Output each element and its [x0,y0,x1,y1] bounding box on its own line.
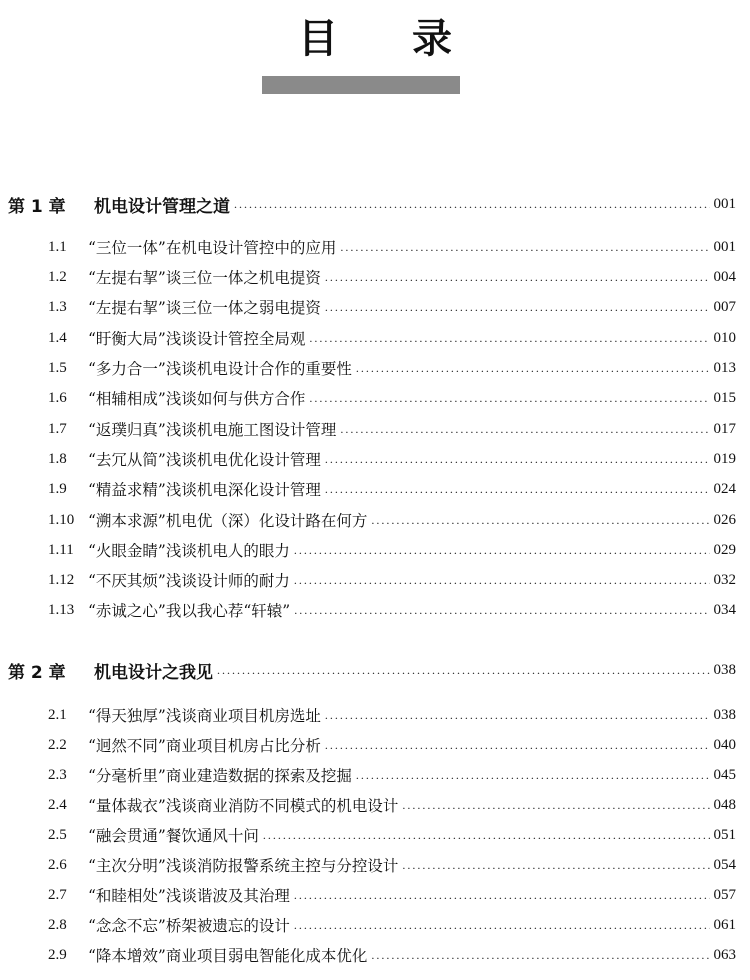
section-number: 2.3 [48,766,67,783]
dot-leader [294,888,710,903]
toc-section-1-3[interactable] [48,292,736,322]
section-number: 2.1 [48,706,67,723]
toc-section-2-9[interactable] [48,940,736,970]
section-title: “念念不忘”桥架被遗忘的设计 [88,917,290,935]
toc-chapter-1[interactable] [8,189,736,219]
page-title: 目 录 [298,16,482,62]
toc-section-1-13[interactable] [48,595,736,625]
page-number: 045 [713,766,736,783]
toc-section-2-6[interactable] [48,850,736,880]
toc-section-1-12[interactable] [48,565,736,595]
toc-section-1-7[interactable] [48,414,736,444]
section-title: “盱衡大局”浅谈设计管控全局观 [88,330,306,348]
section-title: “主次分明”浅谈消防报警系统主控与分控设计 [88,857,399,875]
section-title: “三位一体”在机电设计管控中的应用 [88,239,337,257]
section-title: “溯本求源”机电优（深）化设计路在何方 [88,512,368,530]
page-number: 034 [713,601,736,618]
section-title: “不厌其烦”浅谈设计师的耐力 [88,572,290,590]
section-number: 1.1 [48,238,67,255]
section-number: 2.2 [48,736,67,753]
section-number: 2.4 [48,796,67,813]
toc-section-1-8[interactable] [48,444,736,474]
page-number: 061 [713,916,736,933]
section-number: 1.8 [48,450,67,467]
dot-leader [234,197,710,212]
section-title: “相辅相成”浅谈如何与供方合作 [88,390,306,408]
chapter-title: 机电设计之我见 [94,662,213,683]
section-number: 1.3 [48,298,67,315]
dot-leader [402,858,709,873]
section-title: “降本增效”商业项目弱电智能化成本优化 [88,947,368,965]
page-number: 019 [713,450,736,467]
page-number: 063 [713,946,736,963]
toc-section-1-2[interactable] [48,262,736,292]
dot-leader [356,361,710,376]
section-title: “精益求精”浅谈机电深化设计管理 [88,481,321,499]
page-number: 051 [713,826,736,843]
toc-section-1-1[interactable] [48,232,736,262]
section-title: “和睦相处”浅谈谐波及其治理 [88,887,290,905]
toc-section-2-2[interactable] [48,730,736,760]
dot-leader [356,768,710,783]
toc-section-1-5[interactable] [48,353,736,383]
dot-leader [340,422,709,437]
chapter-number: 第 1 章 [8,196,66,217]
title-underline-bar [262,76,460,94]
toc-section-1-9[interactable] [48,474,736,504]
section-number: 1.4 [48,329,67,346]
dot-leader [325,300,710,315]
dot-leader [294,918,710,933]
section-number: 1.13 [48,601,75,618]
toc-section-1-10[interactable] [48,505,736,535]
dot-leader [325,270,710,285]
dot-leader [325,482,710,497]
section-number: 2.6 [48,856,67,873]
dot-leader [294,573,710,588]
page-number: 054 [713,856,736,873]
dot-leader [325,708,710,723]
page-number: 029 [713,541,736,558]
section-title: “赤诚之心”我以我心荐“轩辕” [88,602,291,620]
section-number: 1.12 [48,571,75,588]
section-number: 1.9 [48,480,67,497]
section-title: “得天独厚”浅谈商业项目机房选址 [88,707,321,725]
page-number: 032 [713,571,736,588]
page-number: 015 [713,389,736,406]
section-title: “融会贯通”餐饮通风十问 [88,827,259,845]
section-number: 2.7 [48,886,67,903]
section-number: 1.11 [48,541,74,558]
section-title: “返璞归真”浅谈机电施工图设计管理 [88,421,337,439]
section-title: “分毫析里”商业建造数据的探索及挖掘 [88,767,352,785]
toc-section-1-11[interactable] [48,535,736,565]
page-number: 007 [713,298,736,315]
page-number: 057 [713,886,736,903]
toc-section-2-4[interactable] [48,790,736,820]
section-title: “多力合一”浅谈机电设计合作的重要性 [88,360,352,378]
page-number: 038 [713,706,736,723]
dot-leader [325,738,710,753]
section-number: 1.5 [48,359,67,376]
page-number: 013 [713,359,736,376]
dot-leader [309,391,709,406]
toc-section-2-3[interactable] [48,760,736,790]
dot-leader [217,663,710,678]
dot-leader [340,240,709,255]
toc-section-2-8[interactable] [48,910,736,940]
section-number: 1.7 [48,420,67,437]
dot-leader [325,452,710,467]
toc-section-2-5[interactable] [48,820,736,850]
dot-leader [371,948,709,963]
section-number: 1.6 [48,389,67,406]
page-number: 004 [713,268,736,285]
toc-section-1-6[interactable] [48,383,736,413]
dot-leader [263,828,710,843]
section-number: 2.5 [48,826,67,843]
page-number: 048 [713,796,736,813]
chapter-title: 机电设计管理之道 [94,196,230,217]
dot-leader [309,331,709,346]
dot-leader [371,513,709,528]
page-number: 024 [713,480,736,497]
page-number: 001 [713,195,736,212]
section-title: “量体裁衣”浅谈商业消防不同模式的机电设计 [88,797,399,815]
page-number: 038 [713,661,736,678]
section-title: “火眼金睛”浅谈机电人的眼力 [88,542,290,560]
section-number: 2.9 [48,946,67,963]
page-number: 040 [713,736,736,753]
dot-leader [294,543,710,558]
section-number: 2.8 [48,916,67,933]
toc-chapter-2[interactable] [8,655,736,685]
dot-leader [402,798,709,813]
section-number: 1.10 [48,511,75,528]
section-title: “去冗从简”浅谈机电优化设计管理 [88,451,321,469]
page-number: 017 [713,420,736,437]
section-title: “迥然不同”商业项目机房占比分析 [88,737,321,755]
page-number: 010 [713,329,736,346]
toc-section-2-1[interactable] [48,700,736,730]
page-number: 001 [713,238,736,255]
dot-leader [294,603,709,618]
section-title: “左提右挈”谈三位一体之弱电提资 [88,299,321,317]
toc-section-1-4[interactable] [48,323,736,353]
page-number: 026 [713,511,736,528]
chapter-number: 第 2 章 [8,662,66,683]
toc-section-2-7[interactable] [48,880,736,910]
section-title: “左提右挈”谈三位一体之机电提资 [88,269,321,287]
section-number: 1.2 [48,268,67,285]
